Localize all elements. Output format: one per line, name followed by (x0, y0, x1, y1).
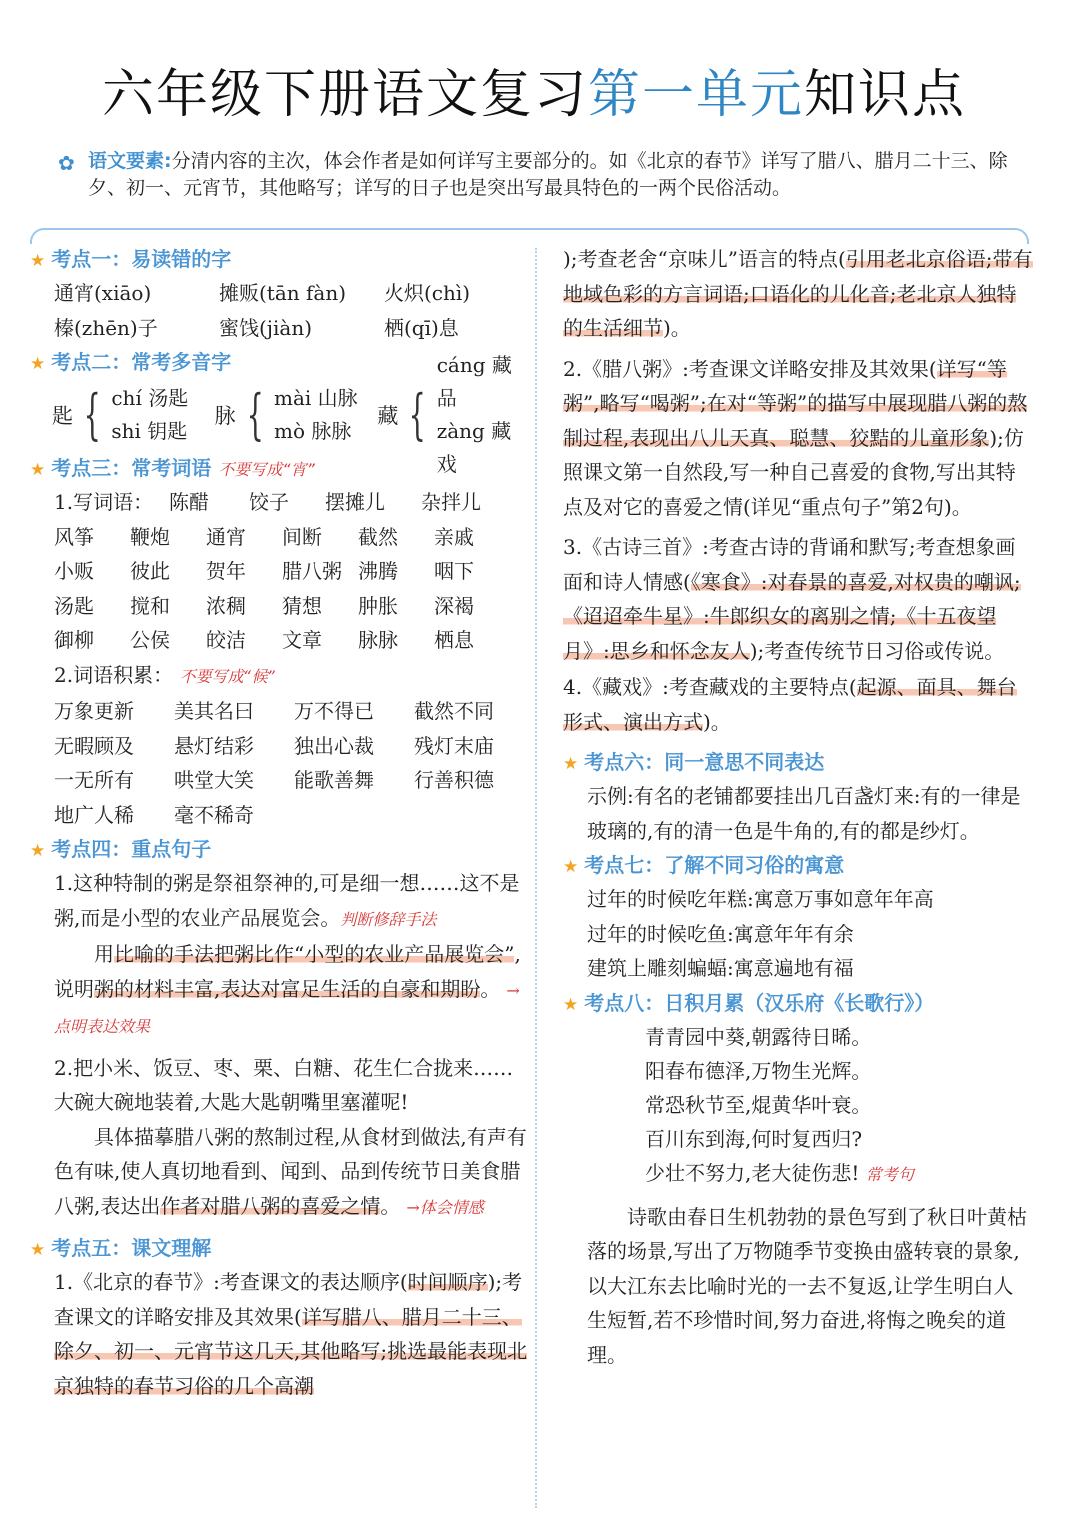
poem-explanation: 诗歌由春日生机勃勃的景色写到了秋日叶黄枯落的场景,写出了万物随季节变换由盛转衰的景象,以大江东去比喻时光的一去不复返,让学生明白人生短暂,若不珍惜时间,努力奋进,将悔之晚矣的道理。 (587, 1204, 1027, 1367)
title-highlight: 第一单元 (587, 65, 804, 125)
word-pinyin: 蜜饯(jiàn) (219, 315, 313, 340)
polyphone-group: 脉 { mài 山脉 mò 脉脉 (214, 383, 358, 446)
column-divider (535, 248, 537, 1508)
title-main: 六年级下册语文复习 (101, 65, 588, 125)
word-pinyin: 榛(zhēn)子 (54, 315, 158, 340)
lesson-item: 3.《古诗三首》:考查古诗的背诵和默写;考查想象画面和诗人情感(《寒食》:对春景的喜爱,对权贵的嘲讽;《迢迢牵牛星》:牛郎织女的离别之情;《十五夜望月》:思乡和怀念友人);考查传统节日习俗或传说。 (563, 535, 1021, 663)
left-column: ★ 考点一：易读错的字 通宵(xiāo) 摊贩(tān fàn) 火炽(chì) 榛(zhēn)子 蜜饯(jiàn) 栖(qī)息 ★ 考点二：常考多音字 匙 { chí 汤匙 shi 钥匙 脉 { mài 山脉 mò 脉脉 藏 { cáng 藏品 zàng 藏戏 ★ 考点三：常考词语 不要写成“宵” 1.写词语： 陈醋 饺子 摆摊儿 杂拌儿 风筝 鞭炮 通宵 间断 截然 亲戚 小贩 彼此 贺年 腊八粥 沸腾 咽下 汤匙 搅和 浓稠 猜想 肿胀 深褐 御柳 公侯 皎洁 文章 脉脉 栖息 2.词语积累： 不要写成“候” 万象更新 美其名曰 万不得已 截然不同 无暇顾及 悬灯结彩 独出心裁 残灯末庙 一无所有 哄堂大笑 能歌善舞 行善积德 地广人稀 毫不稀奇 ★ 考点四：重点句子 1.这种特制的粥是祭祖祭神的,可是细一想……这不是粥,而是小型的农业产品展览会。判断修辞手法 用比喻的手法把粥比作“小型的农业产品展览会”,说明粥的材料丰富,表达对富足生活的自豪和期盼。 →点明表达效果 2.把小米、饭豆、枣、栗、白糖、花生仁合拢来……大碗大碗地装着,大匙大匙朝嘴里塞灌呢! 具体描摹腊八粥的熬制过程,从食材到做法,有声有色有味,使人真切地看到、闻到、品到传统节日美食腊八粥,表达出作者对腊八粥的喜爱之情。 →体会情感 ★ 考点五：课文理解 1.《北京的春节》:考查课文的表达顺序(时间顺序);考查课文的详略安排及其效果(详写腊八、腊月二十三、除夕、初一、元宵节这几天,其他略写;挑选最能表现北京独特的春节习俗的几个高潮 (30, 242, 528, 1403)
subheading: 1.写词语： (54, 490, 154, 514)
handwritten-note: →体会情感 (406, 1197, 484, 1217)
star-icon: ★ (563, 754, 579, 774)
word-pinyin: 栖(qī)息 (384, 315, 459, 340)
k7-heading: ★ 考点七：了解不同习俗的寓意 (563, 853, 845, 877)
lesson-item: 2.《腊八粥》:考查课文详略安排及其效果(详写“等粥”,略写“喝粥”;在对“等粥”的描写中展现腊八粥的熬制过程,表现出八儿天真、聪慧、狡黠的儿童形象);仿照课文第一自然段,写一种自己喜爱的食物,写出其特点及对它的喜爱之情(详见“重点句子”第2句)。 (563, 356, 1028, 519)
word-pinyin: 通宵(xiāo) (54, 281, 152, 305)
subheading: 2.词语积累： (54, 662, 174, 687)
polyphone-group: 藏 { cáng 藏品 zàng 藏戏 (377, 353, 512, 476)
key-sentence: 2.把小米、饭豆、枣、栗、白糖、花生仁合拢来……大碗大碗地装着,大匙大匙朝嘴里塞灌呢! (54, 1055, 514, 1114)
polyphone-group: 匙 { chí 汤匙 shi 钥匙 (52, 383, 189, 446)
word-grid: 风筝 鞭炮 通宵 间断 截然 亲戚 小贩 彼此 贺年 腊八粥 沸腾 咽下 汤匙 搅和 浓稠 猜想 肿胀 深褐 御柳 公侯 皎洁 文章 脉脉 栖息 (54, 524, 474, 652)
poem-line: 阳春布德泽,万物生光辉。 (645, 1058, 872, 1083)
lesson-item-continued: );考查老舍“京味儿”语言的特点(引用老北京俗语;带有地域色彩的方言词语;口语化的儿化音;老北京人独特的生活细节)。 (563, 247, 1033, 340)
star-icon: ★ (563, 857, 579, 877)
custom-meaning: 过年的时候吃鱼:寓意年年有余 (587, 921, 854, 946)
star-icon: ★ (30, 354, 46, 374)
handwritten-note: 常考句 (865, 1164, 914, 1184)
k5-heading: ★ 考点五：课文理解 (30, 1236, 212, 1260)
k1-heading: ★ 考点一：易读错的字 (30, 247, 232, 271)
star-icon: ★ (30, 460, 46, 480)
custom-meaning: 过年的时候吃年糕:寓意万事如意年年高 (587, 887, 934, 911)
k6-heading: ★ 考点六：同一意思不同表达 (563, 750, 825, 774)
star-icon: ★ (30, 841, 46, 861)
word-pinyin: 火炽(chì) (384, 281, 471, 305)
lesson-item: 4.《藏戏》:考查藏戏的主要特点(起源、面具、舞台形式、演出方式)。 (563, 675, 1017, 734)
requirement-text: 分清内容的主次，体会作者是如何详写主要部分的。如《北京的春节》详写了腊八、腊月二十三、除夕、初一、元宵节，其他略写；详写的日子也是突出写最具特色的一两个民俗活动。 (88, 150, 1008, 199)
poem (563, 1020, 1033, 1192)
language-requirement (58, 148, 1018, 202)
k4-heading: ★ 考点四：重点句子 (30, 837, 212, 861)
flower-icon: ✿ (58, 151, 75, 175)
requirement-label: 语文要素: (88, 150, 172, 172)
handwritten-note: 不要写成“宵” (218, 460, 315, 479)
page-title (0, 52, 1068, 127)
handwritten-note: 判断修辞手法 (340, 909, 437, 929)
star-icon: ★ (563, 994, 579, 1015)
star-icon: ★ (30, 1240, 46, 1260)
word-pinyin: 摊贩(tān fàn) (219, 281, 347, 305)
poem-line: 少壮不努力,老大徒伤悲! (645, 1160, 860, 1185)
k3-heading: ★ 考点三：常考词语 不要写成“宵” (30, 456, 315, 480)
poem-line: 常恐秋节至,焜黄华叶衰。 (645, 1092, 872, 1117)
example-text: 示例:有名的老铺都要挂出几百盏灯来:有的一律是玻璃的,有的清一色是牛角的,有的都是纱灯。 (587, 784, 1021, 843)
handwritten-note: 不要写成“候” (179, 666, 276, 686)
poem-line: 青青园中葵,朝露待日晞。 (645, 1024, 872, 1049)
k8-heading: ★ 考点八：日积月累（汉乐府《长歌行》） (563, 990, 935, 1015)
poem-line: 百川东到海,何时复西归? (645, 1126, 863, 1151)
k2-heading: ★ 考点二：常考多音字 (30, 350, 232, 374)
handwritten-note: →点明表达效果 (54, 980, 520, 1036)
right-column (563, 242, 1033, 1372)
idiom-grid: 万象更新 美其名曰 万不得已 截然不同 无暇顾及 悬灯结彩 独出心裁 残灯末庙 一无所有 哄堂大笑 能歌善舞 行善积德 地广人稀 毫不稀奇 (54, 699, 494, 827)
title-tail: 知识点 (804, 65, 967, 125)
key-sentence: 1.这种特制的粥是祭祖祭神的,可是细一想……这不是粥,而是小型的农业产品展览会。 (54, 871, 520, 930)
custom-meaning: 建筑上雕刻蝙蝠:寓意遍地有福 (587, 956, 854, 980)
lesson-item: 1.《北京的春节》:考查课文的表达顺序(时间顺序);考查课文的详略安排及其效果(详写腊八、腊月二十三、除夕、初一、元宵节这几天,其他略写;挑选最能表现北京独特的春节习俗的几个高潮 (54, 1270, 528, 1398)
star-icon: ★ (30, 251, 46, 271)
